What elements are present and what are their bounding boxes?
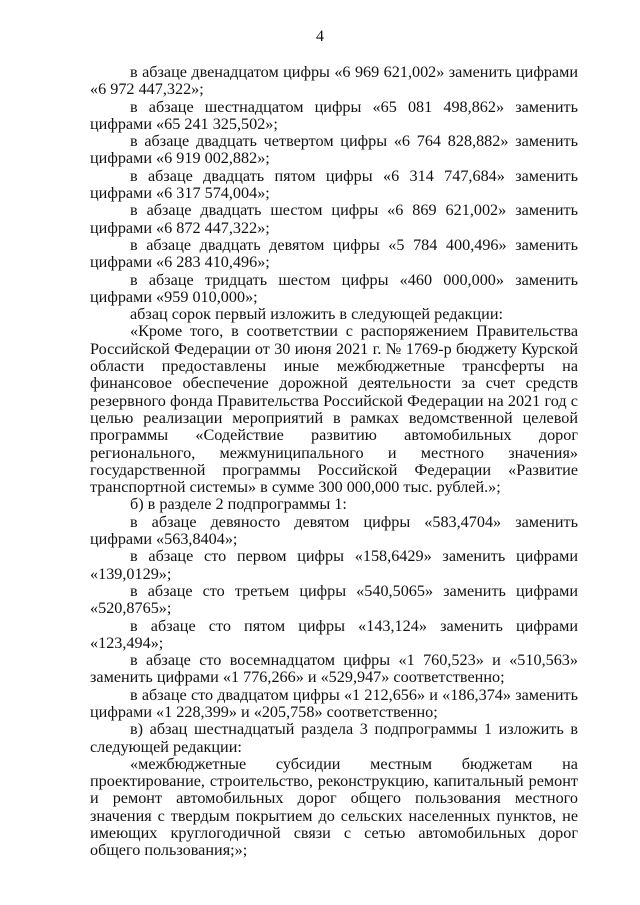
paragraph: в абзаце сто третьем цифры «540,5065» заменить цифрами «520,8765»;	[90, 581, 578, 618]
paragraph: в абзаце тридцать шестом цифры «460 000,000» заменить цифрами «959 010,000»;	[90, 270, 578, 306]
paragraph: в абзаце сто пятом цифры «143,124» заменить цифрами «123,494»;	[90, 616, 578, 652]
paragraph: абзац сорок первый изложить в следующей редакции:	[130, 305, 503, 324]
paragraph: в абзаце шестнадцатом цифры «65 081 498,862» заменить цифрами «65 241 325,502»;	[90, 97, 578, 133]
paragraph: в) абзац шестнадцатый раздела 3 подпрограммы 1 изложить в следующей редакции:	[90, 720, 578, 756]
paragraph: б) в разделе 2 подпрограммы 1:	[130, 495, 347, 514]
quoted-paragraph: «межбюджетные субсидии местным бюджетам на проектирование, строительство, реконструкцию, капитальный ремонт и ремонт автомобильных дорог общего пользования местного значения с твердым покрытием до сельских населенных пунктов, не имеющих круглогодичной связи с сетью автомобильных дорог общего пользования;»;	[90, 754, 578, 860]
paragraph: в абзаце двенадцатом цифры «6 969 621,002» заменить цифрами «6 972 447,322»;	[90, 63, 578, 99]
paragraph: в абзаце сто восемнадцатом цифры «1 760,523» и «510,563» заменить цифрами «1 776,266» и «529,947» соответственно;	[90, 651, 578, 687]
paragraph: в абзаце двадцать четвертом цифры «6 764 828,882» заменить цифрами «6 919 002,882»;	[90, 132, 578, 168]
paragraph: в абзаце сто первом цифры «158,6429» заменить цифрами «139,0129»;	[90, 547, 578, 583]
page-number: 4	[316, 28, 324, 45]
paragraph: в абзаце девяносто девятом цифры «583,4704» заменить цифрами «563,8404»;	[90, 512, 578, 549]
paragraph: в абзаце двадцать шестом цифры «6 869 621,002» заменить цифрами «6 872 447,322»;	[90, 201, 578, 237]
paragraph: в абзаце двадцать пятом цифры «6 314 747,684» заменить цифрами «6 317 574,004»;	[90, 166, 578, 203]
quoted-paragraph: «Кроме того, в соответствии с распоряжением Правительства Российской Федерации от 30 июня 2021 г. № 1769-р бюджету Курской области предоставлены иные межбюджетные трансферты на финансовое обеспечение дорожной деятельности за счет средств резервного фонда Правительства Российской Федерации на 2021 год с целью реализации мероприятий в рамках ведомственной целевой программы «Содействие развитию автомобильных дорог регионального, межмуниципального и местного значения» государственной программы Российской Федерации «Развитие транспортной системы» в сумме 300 000,000 тыс. рублей.»;	[90, 322, 578, 497]
paragraph: в абзаце сто двадцатом цифры «1 212,656» и «186,374» заменить цифрами «1 228,399» и «205,758» соответственно;	[90, 685, 578, 721]
paragraph: в абзаце двадцать девятом цифры «5 784 400,496» заменить цифрами «6 283 410,496»;	[90, 235, 578, 272]
document-body	[90, 64, 578, 860]
